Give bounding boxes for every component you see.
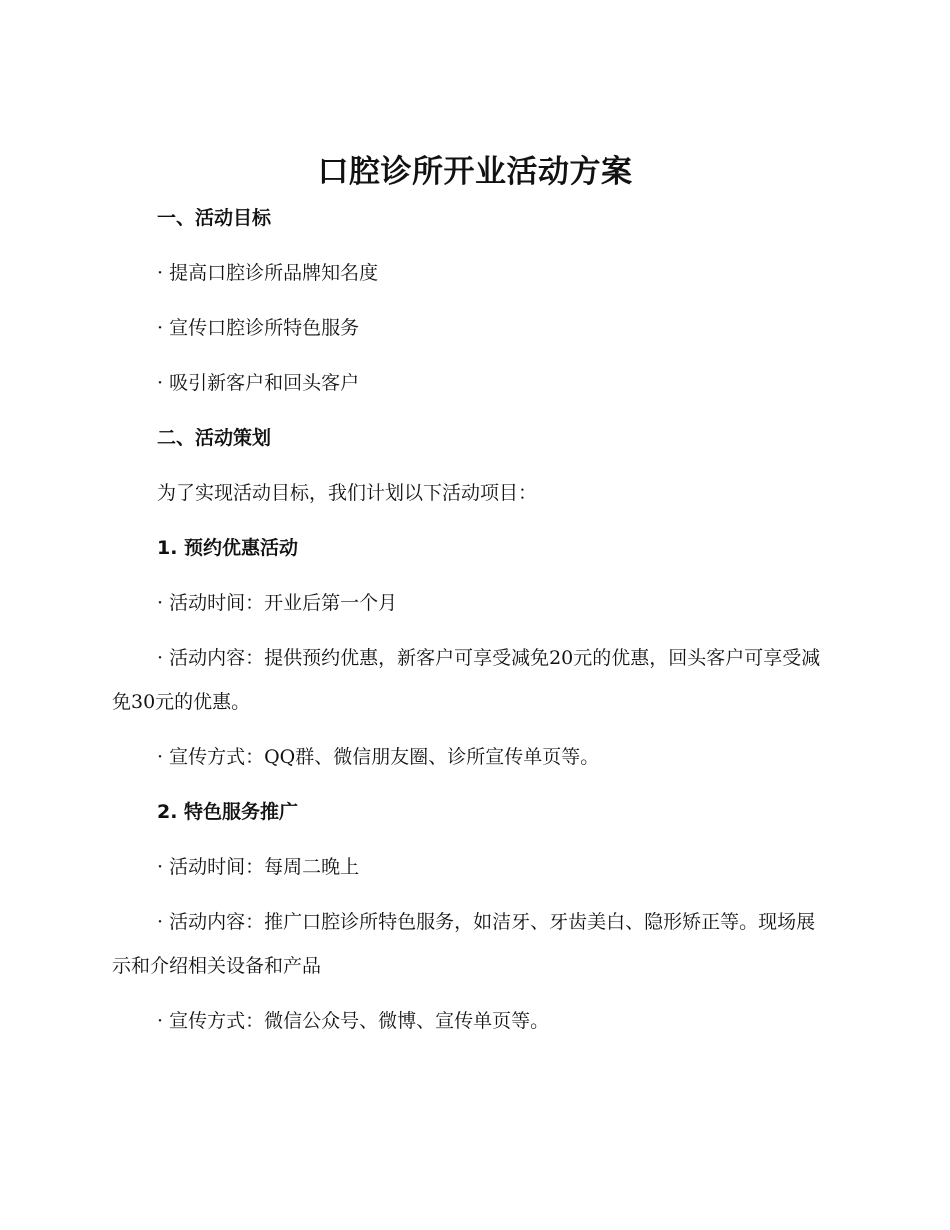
section-heading-planning: 二、活动策划 (157, 427, 272, 449)
section-heading-goals: 一、活动目标 (157, 207, 272, 229)
activity-content: · 活动内容：推广口腔诊所特色服务，如洁牙、牙齿美白、隐形矫正等。现场展示和介绍相关设备和产品 (112, 911, 816, 977)
activity-heading-reservation: 1. 预约优惠活动 (157, 537, 299, 559)
activity-promotion: · 宣传方式：微信公众号、微博、宣传单页等。 (157, 1010, 550, 1032)
activity-heading-special-service: 2. 特色服务推广 (157, 801, 299, 823)
activity-time: · 活动时间：每周二晚上 (157, 856, 360, 878)
goal-item: · 宣传口腔诊所特色服务 (157, 317, 360, 339)
goal-item: · 吸引新客户和回头客户 (157, 372, 360, 394)
document-body (112, 196, 832, 1054)
activity-promotion: · 宣传方式：QQ群、微信朋友圈、诊所宣传单页等。 (157, 746, 600, 768)
activity-content: · 活动内容：提供预约优惠，新客户可享受减免20元的优惠，回头客户可享受减免30元的优惠。 (112, 647, 821, 713)
goal-item: · 提高口腔诊所品牌知名度 (157, 262, 379, 284)
activity-time: · 活动时间：开业后第一个月 (157, 592, 398, 614)
planning-intro: 为了实现活动目标，我们计划以下活动项目： (157, 482, 538, 504)
document-title: 口腔诊所开业活动方案 (317, 154, 633, 190)
